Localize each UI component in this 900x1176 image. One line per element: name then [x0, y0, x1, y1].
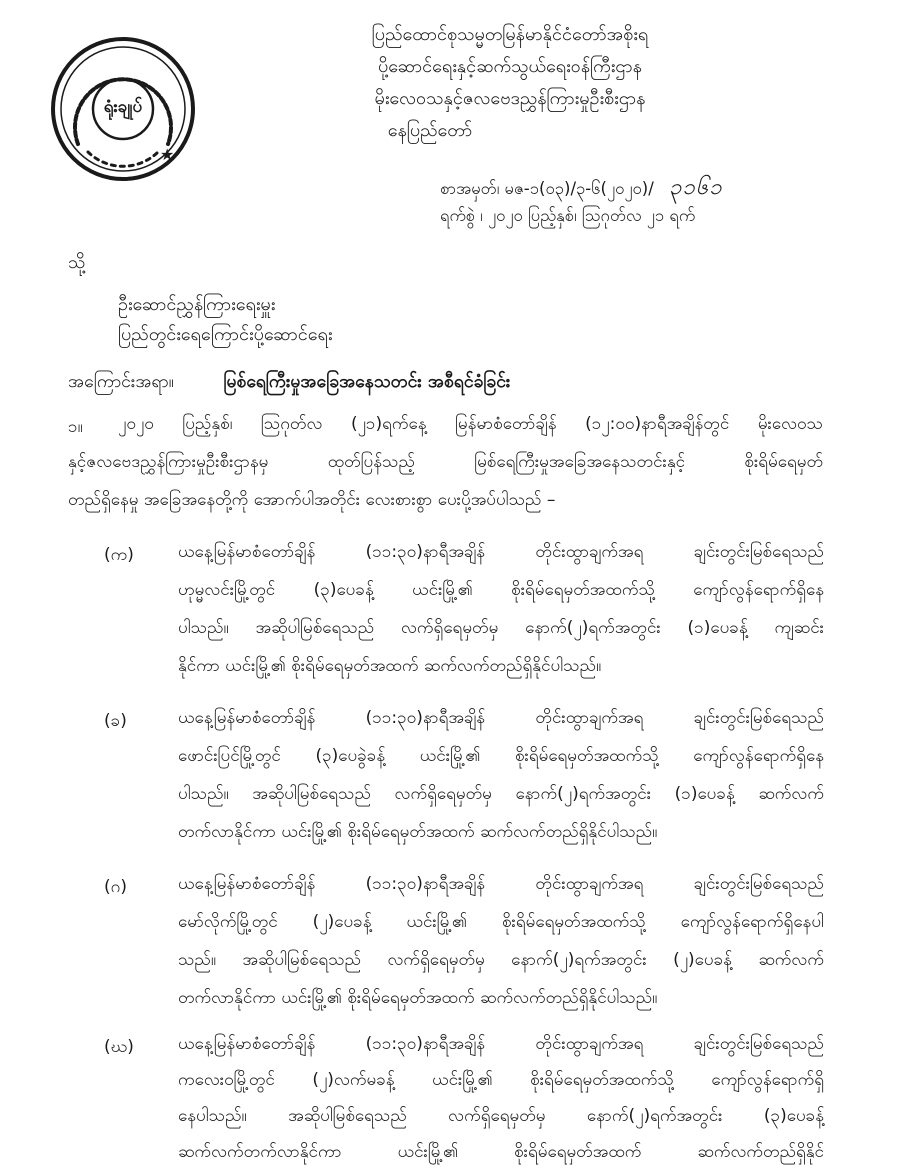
item-line: တက်လာနိုင်ကာ ယင်းမြို့၏ စိုးရိမ်ရေမှတ်အထက် ဆက်လက်တည်ရှိနိုင်ပါသည်။: [178, 988, 658, 1008]
item-line: ပါသည်။ အဆိုပါမြစ်ရေသည် လက်ရှိရေမှတ်မှ နောက်(၂)ရက်အတွင်း (၁)ပေခန့် ကျဆင်း: [178, 618, 824, 638]
item-line: ယနေ့မြန်မာစံတော်ချိန် (၁၁:၃၀)နာရီအချိန် တိုင်းထွာချက်အရ ချင်းတွင်းမြစ်ရေသည်: [178, 708, 824, 728]
reference-number: [440, 172, 723, 205]
item-line: ပါသည်။ အဆိုပါမြစ်ရေသည် လက်ရှိရေမှတ်မှ နောက်(၂)ရက်အတွင်း (၁)ပေခန့် ဆက်လက်: [178, 784, 824, 804]
subject-line: [68, 370, 510, 396]
item-line: ကလေးဝမြို့တွင် (၂)လက်မခန့် ယင်းမြို့၏ စိုးရိမ်ရေမှတ်အထက်သို့ ကျော်လွန်ရောက်ရှိ: [178, 1070, 824, 1090]
recipient-ministry: ပြည်တွင်းရေကြောင်းပို့ဆောင်ရေး: [118, 324, 333, 345]
item-line: ယနေ့မြန်မာစံတော်ချိန် (၁၁:၃၀)နာရီအချိန် တိုင်းထွာချက်အရ ချင်းတွင်းမြစ်ရေသည်: [178, 542, 824, 562]
intro-line: ၂၀၂၀ ပြည့်နှစ်၊ ဩဂုတ်လ (၂၁)ရက်နေ့ မြန်မာစံတော်ချိန် (၁၂:၀၀)နာရီအချိန်တွင် မိုးလေဝသ: [118, 414, 823, 434]
item-marker: (က): [104, 545, 134, 565]
date-label: ရက်စွဲ ၊ ၂၀၂၀ ပြည့်နှစ်၊ ဩဂုတ်လ ၂၁ ရက်: [440, 206, 695, 225]
item-line: သည်။ အဆိုပါမြစ်ရေသည် လက်ရှိရေမှတ်မှ နောက်(၂)ရက်အတွင်း (၂)ပေခန့် ဆက်လက်: [178, 950, 824, 970]
recipient-title: ဦးဆောင်ညွှန်ကြားရေးမှူး: [118, 294, 276, 315]
item-line: နေပါသည်။ အဆိုပါမြစ်ရေသည် လက်ရှိရေမှတ်မှ နောက်(၂)ရက်အတွင်း (၃)ပေခန့်: [178, 1106, 824, 1126]
item-marker: (ဂ): [104, 877, 127, 897]
item-marker: (ခ): [104, 711, 127, 731]
item-line: ယနေ့မြန်မာစံတော်ချိန် (၁၁:၃၀)နာရီအချိန် တိုင်းထွာချက်အရ ချင်းတွင်းမြစ်ရေသည်: [178, 874, 824, 894]
paragraph-number: ၁။: [68, 417, 83, 437]
reference-handwritten-number: ၃၁၆၁: [669, 175, 723, 200]
reference-date: [440, 206, 695, 230]
to-label: သို့: [68, 252, 86, 273]
official-seal: [48, 34, 198, 184]
header-government: ပြည်ထောင်စုသမ္မတမြန်မာနိုင်ငံတော်အစိုးရ: [371, 24, 649, 45]
item-line: ဟုမ္မလင်းမြို့တွင် (၃)ပေခန့် ယင်းမြို့၏ စိုးရိမ်ရေမှတ်အထက်သို့ ကျော်လွန်ရောက်ရှိနေ: [178, 580, 824, 600]
intro-line: တည်ရှိနေမှု အခြေအနေတို့ကို အောက်ပါအတိုင်း လေးစားစွာ ပေးပို့အပ်ပါသည် –: [68, 490, 556, 510]
seal-star: ★: [160, 145, 175, 164]
seal-center-text: ရုံးချုပ်: [103, 97, 143, 117]
header-city: နေပြည်တော်: [387, 120, 473, 141]
intro-line: နှင့်ဇလဗေဒညွှန်ကြားမှုဦးစီးဌာနမှ ထုတ်ပြန်သည့် မြစ်ရေကြီးမှုအခြေအနေသတင်းနှင့် စိုးရိမ်ရေမှတ်: [68, 452, 823, 472]
reference-label: စာအမှတ်၊ မဇ-၁(၀၃)/၃-၆(၂၀၂၀)/: [440, 179, 654, 198]
header-department: မိုးလေဝသနှင့်ဇလဗေဒညွှန်ကြားမှုဦးစီးဌာန: [374, 88, 646, 109]
item-line: ဆက်လက်တက်လာနိုင်ကာ ယင်းမြို့၏ စိုးရိမ်ရေမှတ်အထက် ဆက်လက်တည်ရှိနိုင်: [178, 1142, 824, 1162]
item-line: ယနေ့မြန်မာစံတော်ချိန် (၁၁:၃၀)နာရီအချိန် တိုင်းထွာချက်အရ ချင်းတွင်းမြစ်ရေသည်: [178, 1034, 824, 1054]
item-line: တက်လာနိုင်ကာ ယင်းမြို့၏ စိုးရိမ်ရေမှတ်အထက် ဆက်လက်တည်ရှိနိုင်ပါသည်။: [178, 822, 658, 842]
item-line: ဖောင်းပြင်မြို့တွင် (၃)ပေခွဲခန့် ယင်းမြို့၏ စိုးရိမ်ရေမှတ်အထက်သို့ ကျော်လွန်ရောက်ရှိနေ: [178, 746, 824, 766]
item-line: နိုင်ကာ ယင်းမြို့၏ စိုးရိမ်ရေမှတ်အထက် ဆက်လက်တည်ရှိနိုင်ပါသည်။: [178, 656, 602, 676]
item-line: မော်လိုက်မြို့တွင် (၂)ပေခန့် ယင်းမြို့၏ စိုးရိမ်ရေမှတ်အထက်သို့ ကျော်လွန်ရောက်ရှိနေပါ: [178, 912, 824, 932]
subject-label: အကြောင်းအရာ။: [68, 372, 174, 392]
item-marker: (ဃ): [104, 1037, 134, 1057]
subject-title: မြစ်ရေကြီးမှုအခြေအနေသတင်း အစီရင်ခံခြင်း: [223, 372, 511, 392]
header-ministry: ပို့ဆောင်ရေးနှင့်ဆက်သွယ်ရေးဝန်ကြီးဌာန: [378, 56, 642, 77]
